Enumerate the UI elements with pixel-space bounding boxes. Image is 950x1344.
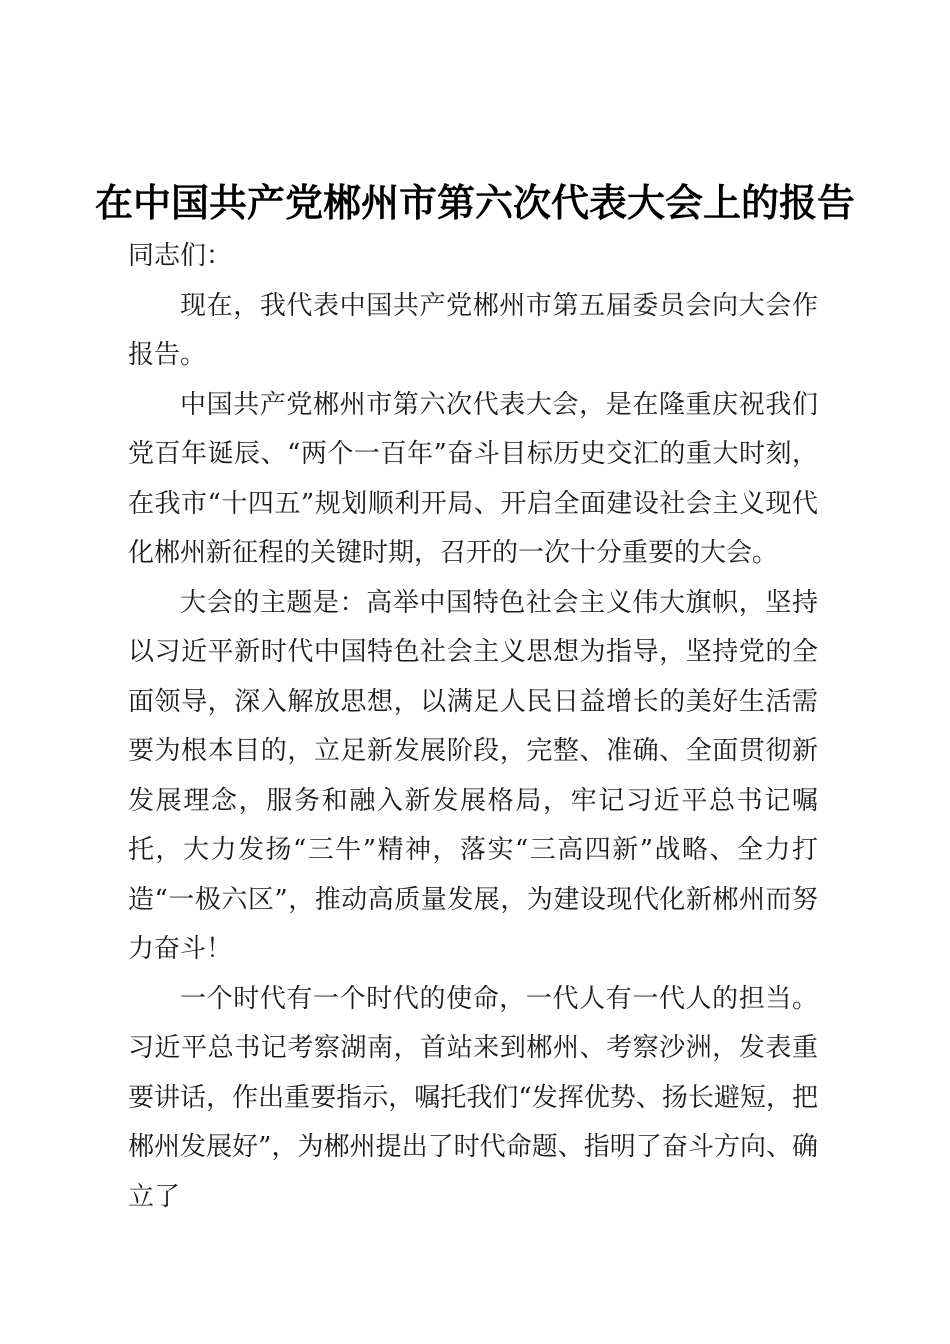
- paragraph: 现在，我代表中国共产党郴州市第五届委员会向大会作报告。: [128, 290, 818, 370]
- document-title: 在中国共产党郴州市第六次代表大会上的报告: [94, 181, 855, 225]
- salutation: 同志们：: [128, 241, 233, 271]
- paragraph: 大会的主题是：高举中国特色社会主义伟大旗帜，坚持以习近平新时代中国特色社会主义思想为指导，坚持党的全面领导，深入解放思想，以满足人民日益增长的美好生活需要为根本目的，立足新发展阶段，完整、准确、全面贯彻新发展理念，服务和融入新发展格局，牢记习近平总书记嘱托，大力发扬“三牛”精神，落实“三高四新”战略、全力打造“一极六区”，推动高质量发展，为建设现代化新郴州而努力奋斗！: [128, 587, 818, 964]
- document-body: [128, 232, 818, 1222]
- paragraph: 中国共产党郴州市第六次代表大会，是在隆重庆祝我们党百年诞辰、“两个一百年”奋斗目标历史交汇的重大时刻，在我市“十四五”规划顺利开局、开启全面建设社会主义现代化郴州新征程的关键时期，召开的一次十分重要的大会。: [128, 389, 818, 568]
- paragraph: 一个时代有一个时代的使命，一代人有一代人的担当。习近平总书记考察湖南，首站来到郴州、考察沙洲，发表重要讲话，作出重要指示，嘱托我们“发挥优势、扬长避短，把郴州发展好”，为郴州提出了时代命题、指明了奋斗方向、确立了: [128, 983, 818, 1212]
